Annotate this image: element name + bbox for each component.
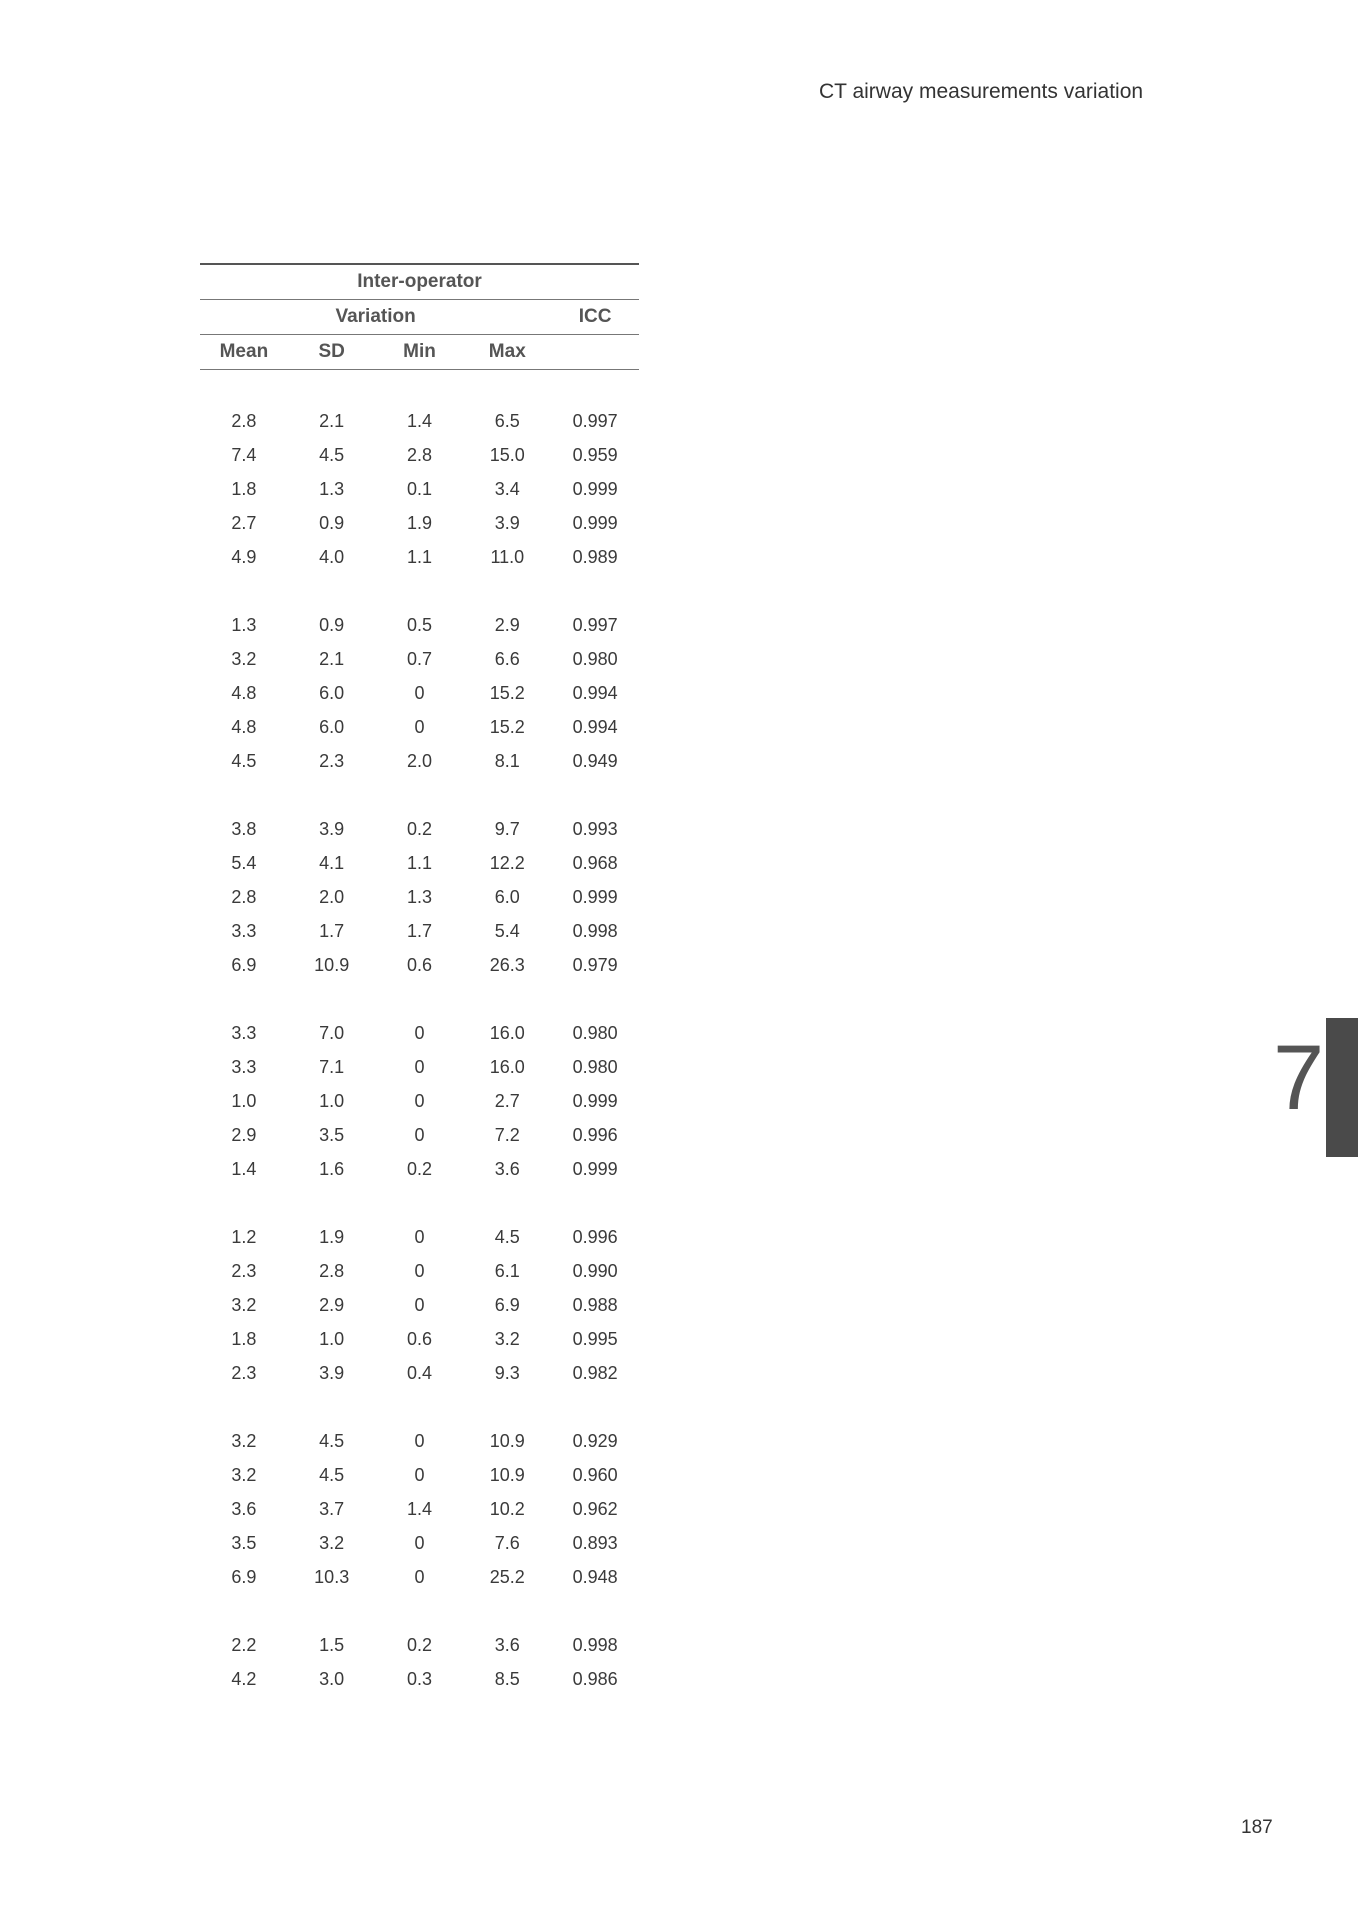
cell-mean: 1.4	[231, 1158, 257, 1179]
cell-min: 1.9	[406, 512, 432, 533]
cell-max: 5.4	[494, 920, 520, 941]
cell-max: 25.2	[489, 1566, 525, 1587]
cell-mean: 2.2	[231, 1634, 257, 1655]
cell-icc: 0.993	[572, 818, 618, 839]
spacer-cell	[200, 1390, 639, 1424]
cell-sd: 4.1	[319, 852, 345, 873]
variation-header: Variation	[335, 306, 416, 327]
spacer-cell	[200, 1594, 639, 1628]
cell-icc: 0.994	[572, 682, 618, 703]
cell-max: 3.2	[494, 1328, 520, 1349]
cell-min: 0	[414, 1124, 425, 1145]
table-row	[200, 1322, 639, 1356]
cell-min: 0.2	[406, 818, 432, 839]
cell-min: 0	[414, 716, 425, 737]
table-subheader-row	[200, 300, 639, 335]
cell-mean: 3.2	[231, 1294, 257, 1315]
cell-sd: 2.3	[319, 750, 345, 771]
cell-mean: 6.9	[231, 1566, 257, 1587]
cell-sd: 1.3	[319, 478, 345, 499]
cell-icc: 0.929	[572, 1430, 618, 1451]
cell-mean: 3.3	[231, 1056, 257, 1077]
cell-max: 6.6	[494, 648, 520, 669]
spacer-cell	[200, 982, 639, 1016]
table-row	[200, 1050, 639, 1084]
table-row	[200, 438, 639, 472]
cell-icc: 0.999	[572, 512, 618, 533]
cell-icc: 0.997	[572, 614, 618, 635]
cell-max: 9.7	[494, 818, 520, 839]
cell-max: 10.9	[489, 1464, 525, 1485]
cell-max: 3.9	[494, 512, 520, 533]
cell-sd: 7.0	[319, 1022, 345, 1043]
table-row	[200, 1288, 639, 1322]
table-row	[200, 506, 639, 540]
cell-min: 0	[414, 1566, 425, 1587]
cell-mean: 6.9	[231, 954, 257, 975]
cell-min: 0	[414, 1294, 425, 1315]
table-body	[200, 370, 639, 1697]
cell-mean: 5.4	[231, 852, 257, 873]
cell-min: 1.1	[406, 546, 432, 567]
cell-mean: 3.2	[231, 1430, 257, 1451]
cell-min: 0.6	[406, 954, 432, 975]
cell-sd: 6.0	[319, 716, 345, 737]
inter-operator-header: Inter-operator	[357, 271, 482, 292]
cell-max: 3.4	[494, 478, 520, 499]
cell-max: 26.3	[489, 954, 525, 975]
cell-min: 1.7	[406, 920, 432, 941]
group-spacer-row	[200, 1390, 639, 1424]
spacer-cell	[200, 778, 639, 812]
cell-sd: 7.1	[319, 1056, 345, 1077]
cell-sd: 4.5	[319, 1430, 345, 1451]
cell-mean: 2.8	[231, 410, 257, 431]
cell-sd: 10.9	[314, 954, 350, 975]
cell-min: 0.7	[406, 648, 432, 669]
table-row	[200, 710, 639, 744]
cell-min: 0	[414, 1226, 425, 1247]
cell-mean: 3.2	[231, 648, 257, 669]
cell-min: 1.4	[406, 410, 432, 431]
cell-max: 8.5	[494, 1668, 520, 1689]
cell-sd: 1.0	[319, 1328, 345, 1349]
cell-icc: 0.948	[572, 1566, 618, 1587]
table-row	[200, 846, 639, 880]
table-row	[200, 1084, 639, 1118]
cell-mean: 3.6	[231, 1498, 257, 1519]
chapter-number: 7	[1273, 1027, 1325, 1129]
cell-icc: 0.982	[572, 1362, 618, 1383]
table-row	[200, 1254, 639, 1288]
cell-sd: 3.2	[319, 1532, 345, 1553]
cell-mean: 3.5	[231, 1532, 257, 1553]
cell-max: 10.9	[489, 1430, 525, 1451]
cell-sd: 10.3	[314, 1566, 350, 1587]
cell-min: 0.4	[406, 1362, 432, 1383]
page-number: 187	[1241, 1817, 1273, 1838]
cell-icc: 0.959	[572, 444, 618, 465]
cell-max: 3.6	[494, 1634, 520, 1655]
cell-min: 0	[414, 1260, 425, 1281]
cell-max: 6.1	[494, 1260, 520, 1281]
cell-mean: 2.8	[231, 886, 257, 907]
cell-icc: 0.980	[572, 648, 618, 669]
table-row	[200, 472, 639, 506]
column-header-sd: SD	[318, 341, 345, 362]
cell-mean: 3.3	[231, 920, 257, 941]
cell-icc: 0.989	[572, 546, 618, 567]
cell-min: 0.1	[406, 478, 432, 499]
cell-sd: 3.7	[319, 1498, 345, 1519]
cell-icc: 0.994	[572, 716, 618, 737]
table-column-header-row	[200, 335, 639, 370]
cell-sd: 2.9	[319, 1294, 345, 1315]
group-spacer-row	[200, 370, 639, 405]
cell-mean: 2.9	[231, 1124, 257, 1145]
cell-min: 0	[414, 1430, 425, 1451]
cell-icc: 0.999	[572, 1158, 618, 1179]
cell-min: 0	[414, 1464, 425, 1485]
cell-icc: 0.995	[572, 1328, 618, 1349]
cell-icc: 0.988	[572, 1294, 618, 1315]
table-row	[200, 1220, 639, 1254]
cell-icc: 0.997	[572, 410, 618, 431]
cell-icc: 0.986	[572, 1668, 618, 1689]
cell-sd: 2.8	[319, 1260, 345, 1281]
cell-icc: 0.999	[572, 478, 618, 499]
cell-mean: 4.2	[231, 1668, 257, 1689]
cell-icc: 0.999	[572, 1090, 618, 1111]
cell-max: 2.9	[494, 614, 520, 635]
spacer-cell	[200, 1186, 639, 1220]
cell-min: 1.3	[406, 886, 432, 907]
cell-min: 1.4	[406, 1498, 432, 1519]
cell-max: 6.5	[494, 410, 520, 431]
spacer-cell	[200, 574, 639, 608]
cell-icc: 0.996	[572, 1124, 618, 1145]
cell-min: 0.6	[406, 1328, 432, 1349]
cell-max: 15.2	[489, 716, 525, 737]
cell-sd: 3.9	[319, 1362, 345, 1383]
cell-max: 6.9	[494, 1294, 520, 1315]
cell-max: 7.6	[494, 1532, 520, 1553]
cell-max: 15.2	[489, 682, 525, 703]
cell-icc: 0.998	[572, 920, 618, 941]
table-row	[200, 404, 639, 438]
cell-max: 15.0	[489, 444, 525, 465]
cell-mean: 2.3	[231, 1260, 257, 1281]
cell-min: 0	[414, 682, 425, 703]
cell-min: 0	[414, 1056, 425, 1077]
cell-icc: 0.979	[572, 954, 618, 975]
cell-sd: 1.6	[319, 1158, 345, 1179]
cell-min: 0	[414, 1532, 425, 1553]
chapter-tab-marker	[1326, 1018, 1358, 1157]
table-row	[200, 914, 639, 948]
cell-sd: 2.0	[319, 886, 345, 907]
cell-min: 0.5	[406, 614, 432, 635]
cell-icc: 0.980	[572, 1022, 618, 1043]
cell-icc: 0.999	[572, 886, 618, 907]
table-group-header-row	[200, 264, 639, 300]
cell-mean: 7.4	[231, 444, 257, 465]
cell-sd: 1.5	[319, 1634, 345, 1655]
cell-sd: 2.1	[319, 410, 345, 431]
cell-icc: 0.962	[572, 1498, 618, 1519]
cell-max: 11.0	[490, 546, 525, 567]
cell-max: 16.0	[489, 1056, 525, 1077]
cell-sd: 2.1	[319, 648, 345, 669]
cell-mean: 4.5	[231, 750, 257, 771]
cell-sd: 6.0	[319, 682, 345, 703]
cell-mean: 3.2	[231, 1464, 257, 1485]
table-row	[200, 1152, 639, 1186]
cell-max: 16.0	[489, 1022, 525, 1043]
cell-min: 0.3	[406, 1668, 432, 1689]
cell-icc: 0.996	[572, 1226, 618, 1247]
table-row	[200, 1356, 639, 1390]
cell-max: 12.2	[489, 852, 525, 873]
cell-min: 0	[414, 1090, 425, 1111]
table-row	[200, 1492, 639, 1526]
table-row	[200, 1662, 639, 1696]
cell-mean: 4.8	[231, 716, 257, 737]
cell-sd: 1.7	[319, 920, 345, 941]
cell-sd: 3.5	[319, 1124, 345, 1145]
cell-mean: 1.8	[231, 478, 257, 499]
cell-sd: 3.0	[319, 1668, 345, 1689]
cell-mean: 4.8	[231, 682, 257, 703]
cell-mean: 1.3	[231, 614, 257, 635]
cell-min: 1.1	[406, 852, 432, 873]
table-row	[200, 744, 639, 778]
table-row	[200, 1628, 639, 1662]
cell-icc: 0.968	[572, 852, 618, 873]
table-row	[200, 880, 639, 914]
cell-mean: 1.2	[231, 1226, 257, 1247]
table-row	[200, 812, 639, 846]
cell-max: 6.0	[494, 886, 520, 907]
column-header-blank	[551, 335, 639, 370]
group-spacer-row	[200, 574, 639, 608]
icc-header: ICC	[578, 306, 612, 327]
cell-mean: 1.8	[231, 1328, 257, 1349]
cell-icc: 0.949	[572, 750, 618, 771]
cell-sd: 4.0	[319, 546, 345, 567]
cell-min: 0.2	[406, 1634, 432, 1655]
cell-sd: 4.5	[319, 1464, 345, 1485]
group-spacer-row	[200, 778, 639, 812]
cell-mean: 3.8	[231, 818, 257, 839]
cell-icc: 0.893	[572, 1532, 618, 1553]
cell-min: 2.8	[406, 444, 432, 465]
cell-mean: 3.3	[231, 1022, 257, 1043]
cell-sd: 1.9	[319, 1226, 345, 1247]
cell-sd: 0.9	[319, 614, 345, 635]
group-spacer-row	[200, 1186, 639, 1220]
table-row	[200, 1424, 639, 1458]
cell-icc: 0.960	[572, 1464, 618, 1485]
cell-max: 3.6	[494, 1158, 520, 1179]
running-header: CT airway measurements variation	[819, 80, 1144, 103]
cell-sd: 3.9	[319, 818, 345, 839]
group-spacer-row	[200, 1594, 639, 1628]
cell-max: 10.2	[489, 1498, 525, 1519]
cell-max: 8.1	[494, 750, 520, 771]
cell-icc: 0.998	[572, 1634, 618, 1655]
table-row	[200, 1118, 639, 1152]
cell-min: 0	[414, 1022, 425, 1043]
cell-icc: 0.990	[572, 1260, 618, 1281]
cell-max: 2.7	[494, 1090, 520, 1111]
cell-max: 4.5	[494, 1226, 520, 1247]
cell-max: 7.2	[494, 1124, 520, 1145]
table-row	[200, 1560, 639, 1594]
table-row	[200, 1458, 639, 1492]
cell-icc: 0.980	[572, 1056, 618, 1077]
spacer-cell	[200, 370, 639, 405]
table-row	[200, 642, 639, 676]
table-row	[200, 676, 639, 710]
cell-min: 2.0	[406, 750, 432, 771]
table-row	[200, 540, 639, 574]
cell-min: 0.2	[406, 1158, 432, 1179]
column-header-min: Min	[403, 341, 436, 362]
table-row	[200, 1526, 639, 1560]
cell-mean: 4.9	[231, 546, 257, 567]
table-row	[200, 1016, 639, 1050]
cell-mean: 1.0	[231, 1090, 257, 1111]
table-row	[200, 948, 639, 982]
cell-max: 9.3	[494, 1362, 520, 1383]
column-header-mean: Mean	[219, 341, 269, 362]
group-spacer-row	[200, 982, 639, 1016]
table-row	[200, 608, 639, 642]
cell-mean: 2.7	[231, 512, 257, 533]
inter-operator-variation-table	[200, 263, 639, 1696]
cell-sd: 1.0	[319, 1090, 345, 1111]
cell-mean: 2.3	[231, 1362, 257, 1383]
column-header-max: Max	[488, 341, 526, 362]
cell-sd: 0.9	[319, 512, 345, 533]
cell-sd: 4.5	[319, 444, 345, 465]
